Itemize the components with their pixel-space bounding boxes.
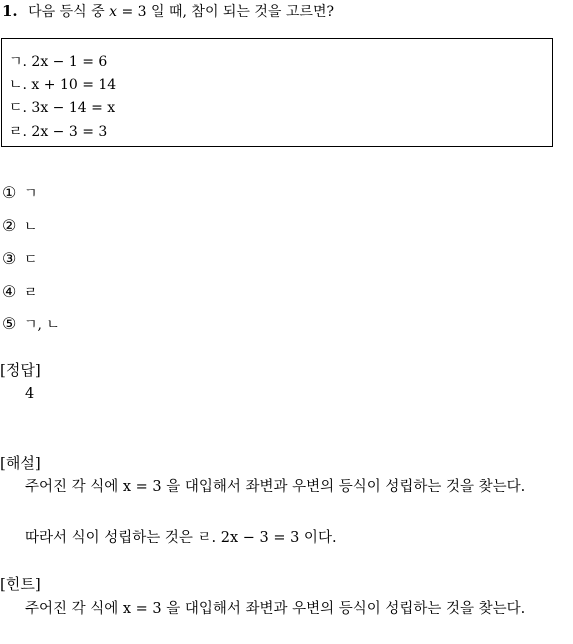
explanation-heading: [해설]	[0, 454, 41, 472]
choice-1[interactable]	[2, 183, 38, 203]
answer-value: 4	[25, 386, 35, 402]
choice-marker: ③	[2, 249, 17, 268]
question-header	[2, 1, 334, 21]
choice-marker: ④	[2, 282, 17, 301]
choice-label: ㄱ	[24, 186, 38, 202]
question-prompt-var: x	[109, 4, 118, 20]
question-prompt-eq: = 3	[121, 4, 147, 20]
choice-label: ㄴ	[24, 219, 38, 235]
choice-marker: ①	[2, 183, 17, 202]
explanation-paragraph-2: 따라서 식이 성립하는 것은 ㄹ. 2x − 3 = 3 이다.	[25, 530, 337, 546]
condition-box	[1, 38, 553, 147]
explanation-paragraph-1: 주어진 각 식에 x = 3 을 대입해서 좌변과 우변의 등식이 성립하는 것을 찾는다.	[25, 479, 526, 495]
choice-marker: ⑤	[2, 314, 17, 333]
question-prompt-pre: 다음 등식 중	[28, 4, 105, 20]
hint-paragraph-1: 주어진 각 식에 x = 3 을 대입해서 좌변과 우변의 등식이 성립하는 것을 찾는다.	[25, 601, 526, 617]
box-item: ㄴ. x + 10 = 14	[9, 77, 117, 93]
choice-label: ㄷ	[24, 252, 38, 268]
choice-3[interactable]	[2, 249, 38, 269]
question-number: 1.	[2, 2, 18, 20]
answer-heading: [정답]	[0, 361, 41, 379]
box-item: ㄷ. 3x − 14 = x	[9, 100, 116, 116]
choice-label: ㄱ, ㄴ	[24, 317, 60, 333]
choice-2[interactable]	[2, 216, 38, 236]
choice-marker: ②	[2, 216, 17, 235]
question-prompt-post: 일 때, 참이 되는 것을 고르면?	[151, 4, 334, 20]
choice-5[interactable]	[2, 314, 60, 334]
box-item: ㄹ. 2x − 3 = 3	[9, 124, 108, 140]
box-item: ㄱ. 2x − 1 = 6	[9, 54, 108, 70]
choice-4[interactable]	[2, 282, 38, 302]
hint-heading: [힌트]	[0, 575, 41, 593]
choice-label: ㄹ	[24, 285, 38, 301]
